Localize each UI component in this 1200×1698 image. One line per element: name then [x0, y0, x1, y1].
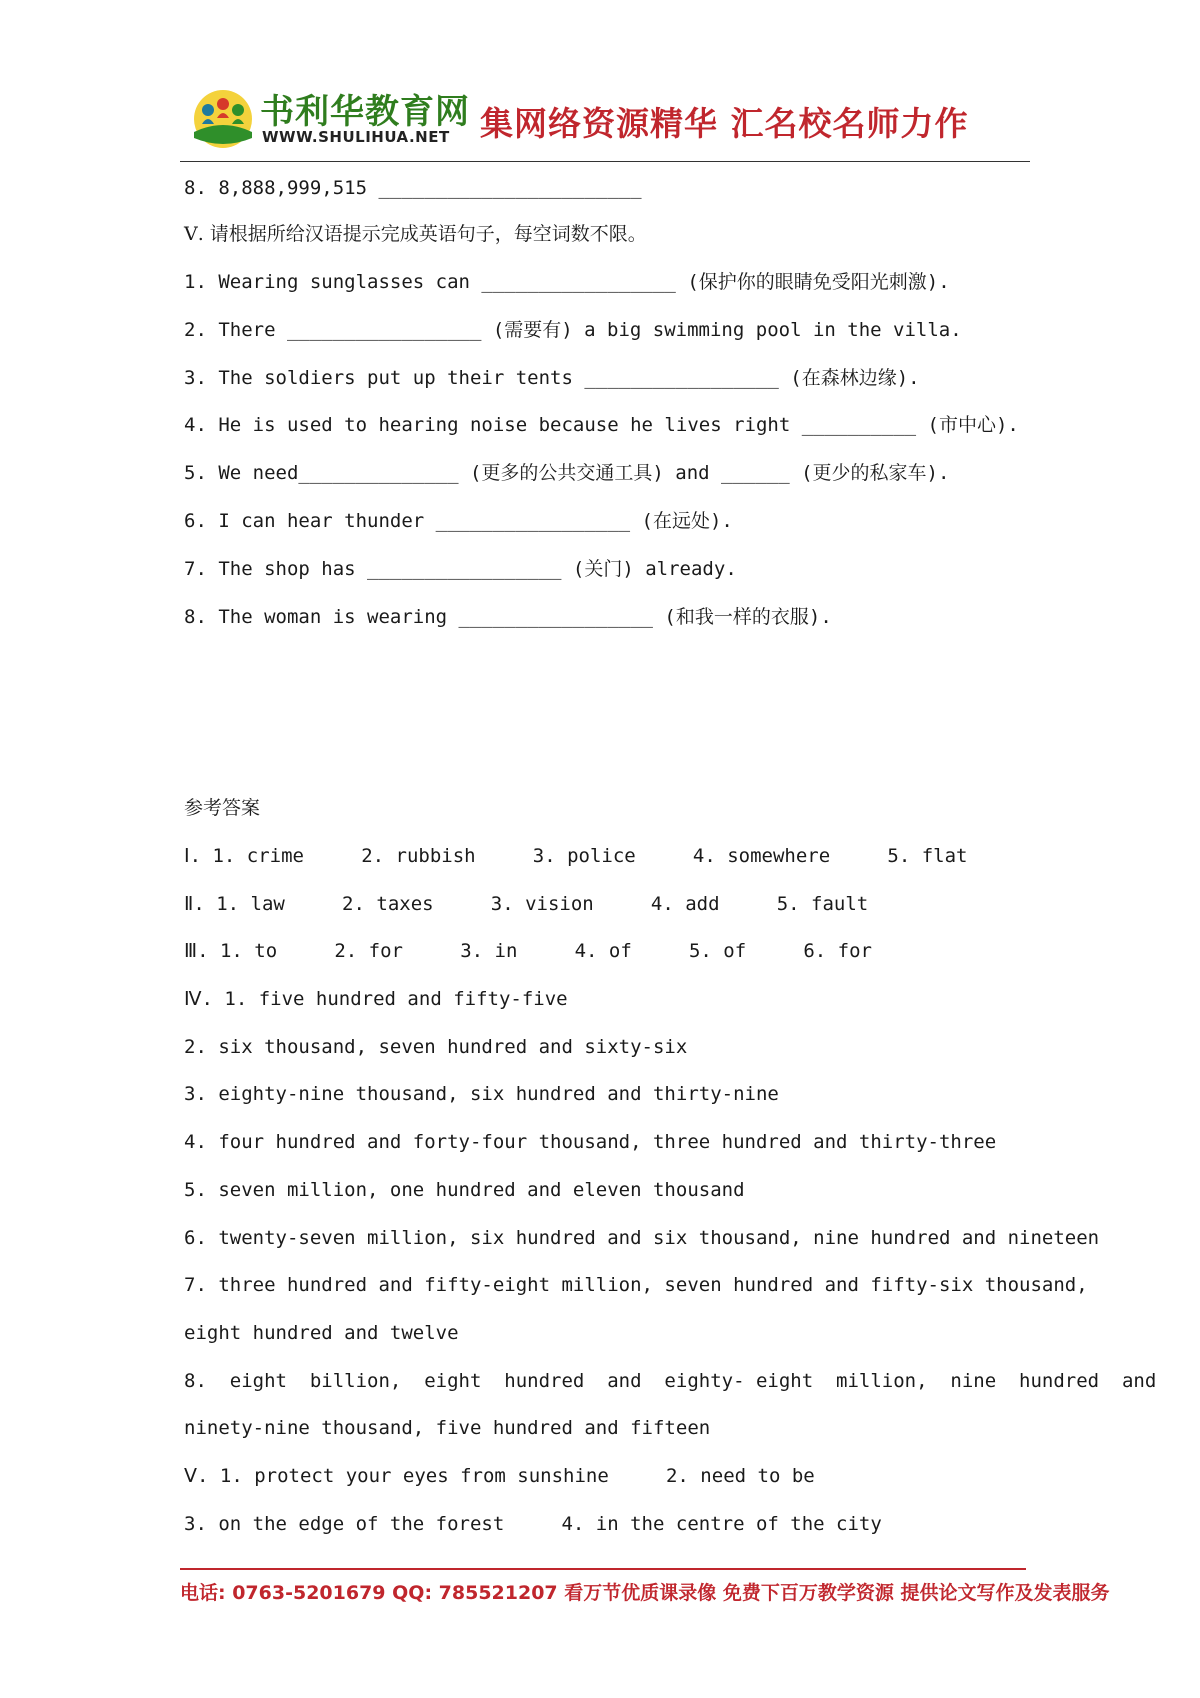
answer-line: 7. three hundred and fifty-eight million, seven hundred and fifty-six thousand, — [184, 1274, 1088, 1296]
answer-line: Ⅰ. 1. crime 2. rubbish 3. police 4. somewhere 5. flat — [184, 845, 968, 867]
answer-line: eight hundred and twelve — [184, 1322, 459, 1344]
answer-line: Ⅴ. 1. protect your eyes from sunshine 2. need to be — [184, 1465, 815, 1487]
brand-url: WWW.SHULIHUA.NET — [262, 128, 450, 146]
footer-divider — [180, 1568, 1026, 1570]
exercise-line: 8. 8,888,999,515 _______________________ — [184, 177, 642, 199]
section-heading: Ⅴ. 请根据所给汉语提示完成英语句子，每空词数不限。 — [184, 223, 647, 245]
answer-line: Ⅱ. 1. law 2. taxes 3. vision 4. add 5. fault — [184, 893, 869, 915]
exercise-line: 5. We need______________ (更多的公共交通工具) and ______ (更少的私家车). — [184, 462, 950, 484]
logo-icon — [190, 88, 256, 150]
answer-line: 6. twenty-seven million, six hundred and six thousand, nine hundred and nineteen — [184, 1227, 1100, 1249]
answer-line: ninety-nine thousand, five hundred and fifteen — [184, 1417, 711, 1439]
brand-name: 书利华教育网 — [260, 92, 470, 132]
header-slogan: 集网络资源精华 汇名校名师力作 — [480, 104, 969, 143]
exercise-line: 1. Wearing sunglasses can _________________ (保护你的眼睛免受阳光刺激). — [184, 271, 950, 293]
answer-line: 3. eighty-nine thousand, six hundred and thirty-nine — [184, 1083, 779, 1105]
answer-line: Ⅲ. 1. to 2. for 3. in 4. of 5. of 6. for — [184, 940, 872, 962]
answer-line: 4. four hundred and forty-four thousand, three hundred and thirty-three — [184, 1131, 997, 1153]
exercise-line: 6. I can hear thunder _________________ (在远处). — [184, 510, 733, 532]
answer-line: 3. on the edge of the forest 4. in the centre of the city — [184, 1513, 882, 1535]
exercise-line: 3. The soldiers put up their tents _________________ (在森林边缘). — [184, 367, 920, 389]
answer-line: Ⅳ. 1. five hundred and fifty-five — [184, 988, 568, 1010]
page-header — [180, 84, 1030, 158]
header-divider — [180, 161, 1030, 162]
exercise-line: 7. The shop has _________________ (关门) already. — [184, 558, 737, 580]
answer-heading: 参考答案 — [184, 797, 261, 819]
answer-line: 2. six thousand, seven hundred and sixty-six — [184, 1036, 688, 1058]
exercise-line: 2. There _________________ (需要有) a big swimming pool in the villa. — [184, 319, 962, 341]
answer-line: 5. seven million, one hundred and eleven thousand — [184, 1179, 745, 1201]
exercise-line: 4. He is used to hearing noise because he lives right __________ (市中心). — [184, 414, 1019, 436]
exercise-line: 8. The woman is wearing _________________ (和我一样的衣服). — [184, 606, 832, 628]
page-footer: 电话: 0763-5201679 QQ: 785521207 看万节优质课录像 免费下百万教学资源 提供论文写作及发表服务 — [180, 1582, 1110, 1604]
answer-line: 8. eight billion, eight hundred and eighty- eight million, nine hundred and — [184, 1370, 1157, 1392]
